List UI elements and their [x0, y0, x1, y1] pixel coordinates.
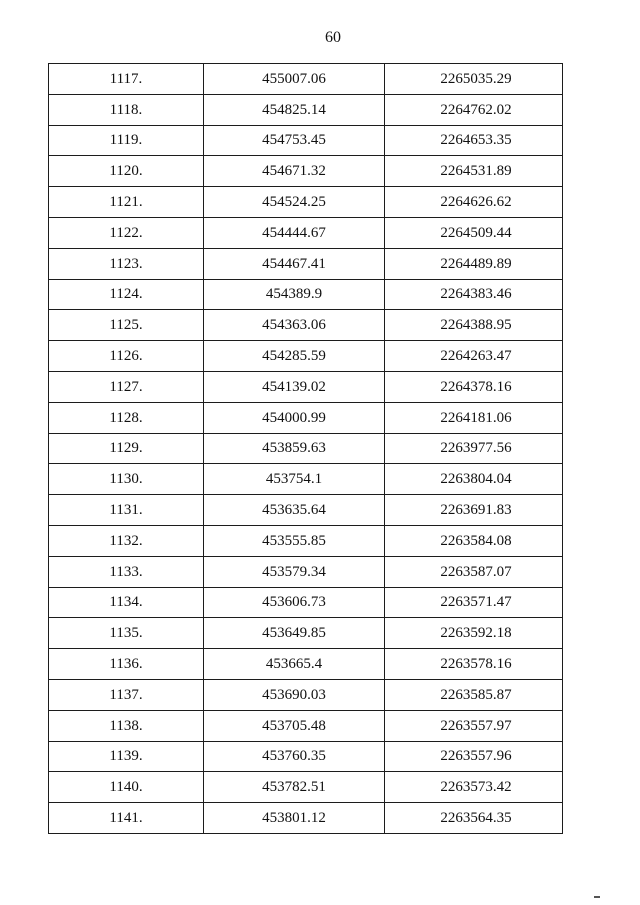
point-number-cell: 1138. — [49, 710, 204, 741]
table-row — [49, 341, 563, 372]
table-row — [49, 464, 563, 495]
point-number-cell: 1139. — [49, 741, 204, 772]
table-row — [49, 618, 563, 649]
table-row — [49, 525, 563, 556]
x-coordinate-cell: 453754.1 — [204, 464, 385, 495]
x-coordinate-cell: 455007.06 — [204, 64, 385, 95]
table-row — [49, 279, 563, 310]
x-coordinate-cell: 453705.48 — [204, 710, 385, 741]
point-number-cell: 1129. — [49, 433, 204, 464]
point-number-cell: 1136. — [49, 649, 204, 680]
y-coordinate-cell: 2264388.95 — [385, 310, 563, 341]
coordinates-table-body — [49, 64, 563, 834]
x-coordinate-cell: 454139.02 — [204, 371, 385, 402]
table-row — [49, 710, 563, 741]
table-row — [49, 94, 563, 125]
y-coordinate-cell: 2263571.47 — [385, 587, 563, 618]
point-number-cell: 1137. — [49, 679, 204, 710]
y-coordinate-cell: 2264489.89 — [385, 248, 563, 279]
x-coordinate-cell: 454285.59 — [204, 341, 385, 372]
x-coordinate-cell: 453555.85 — [204, 525, 385, 556]
point-number-cell: 1128. — [49, 402, 204, 433]
point-number-cell: 1125. — [49, 310, 204, 341]
x-coordinate-cell: 453801.12 — [204, 803, 385, 834]
point-number-cell: 1120. — [49, 156, 204, 187]
y-coordinate-cell: 2263804.04 — [385, 464, 563, 495]
table-row — [49, 187, 563, 218]
point-number-cell: 1130. — [49, 464, 204, 495]
table-row — [49, 433, 563, 464]
x-coordinate-cell: 453665.4 — [204, 649, 385, 680]
point-number-cell: 1123. — [49, 248, 204, 279]
point-number-cell: 1134. — [49, 587, 204, 618]
table-row — [49, 125, 563, 156]
table-row — [49, 371, 563, 402]
table-row — [49, 248, 563, 279]
x-coordinate-cell: 454524.25 — [204, 187, 385, 218]
y-coordinate-cell: 2264626.62 — [385, 187, 563, 218]
point-number-cell: 1118. — [49, 94, 204, 125]
table-row — [49, 741, 563, 772]
table-row — [49, 495, 563, 526]
table-row — [49, 556, 563, 587]
x-coordinate-cell: 454825.14 — [204, 94, 385, 125]
y-coordinate-cell: 2264762.02 — [385, 94, 563, 125]
x-coordinate-cell: 453690.03 — [204, 679, 385, 710]
table-row — [49, 803, 563, 834]
point-number-cell: 1140. — [49, 772, 204, 803]
table-row — [49, 156, 563, 187]
x-coordinate-cell: 454000.99 — [204, 402, 385, 433]
y-coordinate-cell: 2264531.89 — [385, 156, 563, 187]
y-coordinate-cell: 2265035.29 — [385, 64, 563, 95]
scan-artifact-mark — [594, 896, 600, 898]
table-row — [49, 679, 563, 710]
y-coordinate-cell: 2263573.42 — [385, 772, 563, 803]
point-number-cell: 1127. — [49, 371, 204, 402]
y-coordinate-cell: 2264378.16 — [385, 371, 563, 402]
y-coordinate-cell: 2264383.46 — [385, 279, 563, 310]
point-number-cell: 1133. — [49, 556, 204, 587]
point-number-cell: 1121. — [49, 187, 204, 218]
x-coordinate-cell: 454389.9 — [204, 279, 385, 310]
x-coordinate-cell: 454363.06 — [204, 310, 385, 341]
table-row — [49, 64, 563, 95]
table-row — [49, 587, 563, 618]
y-coordinate-cell: 2263592.18 — [385, 618, 563, 649]
y-coordinate-cell: 2263564.35 — [385, 803, 563, 834]
x-coordinate-cell: 453760.35 — [204, 741, 385, 772]
x-coordinate-cell: 453649.85 — [204, 618, 385, 649]
point-number-cell: 1132. — [49, 525, 204, 556]
point-number-cell: 1141. — [49, 803, 204, 834]
y-coordinate-cell: 2263584.08 — [385, 525, 563, 556]
point-number-cell: 1119. — [49, 125, 204, 156]
x-coordinate-cell: 453859.63 — [204, 433, 385, 464]
y-coordinate-cell: 2263578.16 — [385, 649, 563, 680]
point-number-cell: 1117. — [49, 64, 204, 95]
point-number-cell: 1135. — [49, 618, 204, 649]
table-row — [49, 649, 563, 680]
point-number-cell: 1122. — [49, 217, 204, 248]
point-number-cell: 1126. — [49, 341, 204, 372]
y-coordinate-cell: 2264263.47 — [385, 341, 563, 372]
x-coordinate-cell: 453635.64 — [204, 495, 385, 526]
y-coordinate-cell: 2263585.87 — [385, 679, 563, 710]
point-number-cell: 1124. — [49, 279, 204, 310]
x-coordinate-cell: 453606.73 — [204, 587, 385, 618]
y-coordinate-cell: 2263691.83 — [385, 495, 563, 526]
coordinates-table — [48, 63, 563, 834]
y-coordinate-cell: 2263557.96 — [385, 741, 563, 772]
x-coordinate-cell: 454753.45 — [204, 125, 385, 156]
y-coordinate-cell: 2263557.97 — [385, 710, 563, 741]
x-coordinate-cell: 453782.51 — [204, 772, 385, 803]
table-row — [49, 402, 563, 433]
y-coordinate-cell: 2264653.35 — [385, 125, 563, 156]
y-coordinate-cell: 2264181.06 — [385, 402, 563, 433]
table-row — [49, 217, 563, 248]
x-coordinate-cell: 454444.67 — [204, 217, 385, 248]
y-coordinate-cell: 2264509.44 — [385, 217, 563, 248]
point-number-cell: 1131. — [49, 495, 204, 526]
y-coordinate-cell: 2263977.56 — [385, 433, 563, 464]
table-row — [49, 772, 563, 803]
x-coordinate-cell: 453579.34 — [204, 556, 385, 587]
x-coordinate-cell: 454671.32 — [204, 156, 385, 187]
page-number: 60 — [325, 29, 341, 46]
x-coordinate-cell: 454467.41 — [204, 248, 385, 279]
table-row — [49, 310, 563, 341]
y-coordinate-cell: 2263587.07 — [385, 556, 563, 587]
